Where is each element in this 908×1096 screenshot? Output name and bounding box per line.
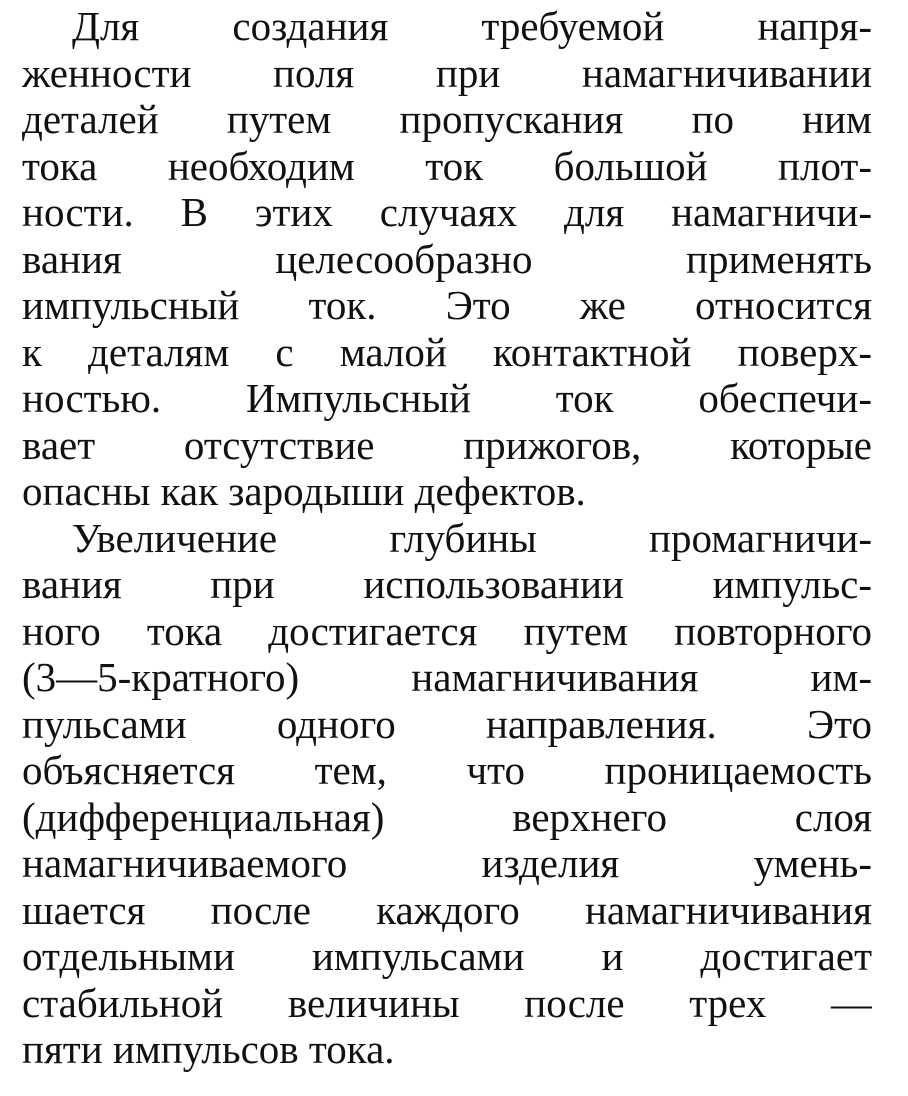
text-line: объясняется тем, что проницаемость [22, 747, 872, 793]
text-line: Увеличение глубины промагничи- [72, 514, 872, 561]
text-line: вания при использовании импульс- [22, 561, 872, 607]
text-line: шается после каждого намагничивания [22, 886, 872, 933]
text-line: женности поля при намагничивании [22, 49, 872, 96]
text-line: ностью. Импульсный ток обеспечи- [22, 375, 872, 421]
text-line: опасны как зародыши дефектов. [22, 468, 586, 514]
text-line: ного тока достигается путем повторного [22, 607, 872, 654]
text-line: намагничиваемого изделия умень- [22, 840, 872, 886]
text-line: (3—5-кратного) намагничивания им- [22, 654, 872, 700]
text-line: вает отсутствие прижогов, которые [22, 421, 872, 468]
text-line: к деталям с малой контактной поверх- [22, 328, 872, 375]
paragraph-1 [22, 3, 872, 515]
text-column [22, 3, 872, 1073]
text-line: стабильной величины после трех — [22, 979, 872, 1026]
text-line: (дифференциальная) верхнего слоя [22, 793, 872, 840]
text-line: тока необходим ток большой плот- [22, 142, 872, 189]
text-line: пяти импульсов тока. [22, 1026, 395, 1072]
paragraph-2 [22, 515, 872, 1073]
text-line: импульсный ток. Это же относится [22, 282, 872, 328]
text-line: ности. В этих случаях для намагничи- [22, 189, 872, 235]
text-line: Для создания требуемой напря- [72, 3, 872, 49]
text-line: пульсами одного направления. Это [22, 700, 872, 747]
text-line: отдельными импульсами и достигает [22, 933, 872, 979]
text-line: вания целесообразно применять [22, 235, 872, 282]
text-line: деталей путем пропускания по ним [22, 96, 872, 142]
